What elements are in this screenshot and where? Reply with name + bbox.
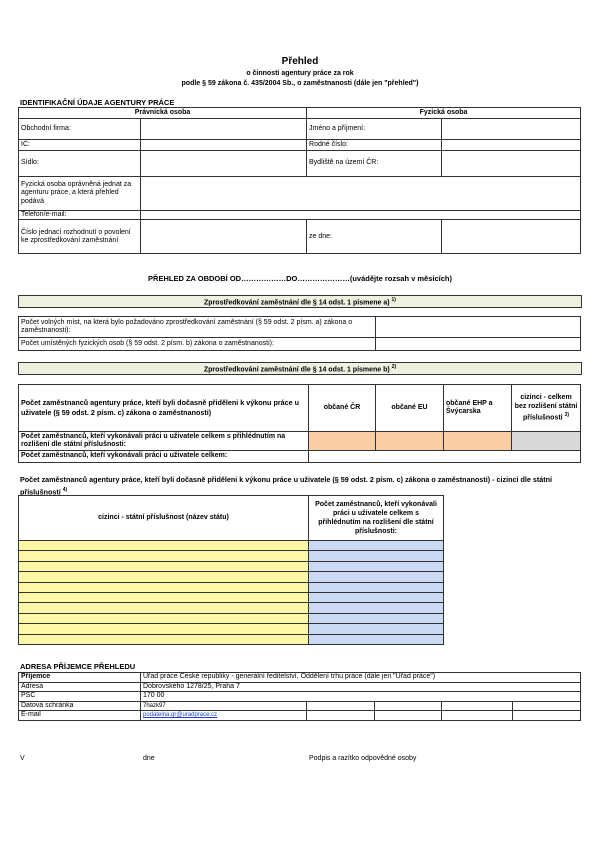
section-b-row2-label: Počet zaměstnanců, kteří vykonávali práci u uživatele celkem: <box>19 451 309 463</box>
foreigner-count-input[interactable] <box>309 541 444 551</box>
foreigner-count-input[interactable] <box>309 551 444 561</box>
col-obcane-eu: občané EU <box>376 385 444 432</box>
input-ic[interactable] <box>141 140 307 151</box>
foreigner-state-input[interactable] <box>19 561 309 571</box>
address-empty-cell <box>442 711 513 721</box>
period-line: PŘEHLED ZA OBDOBÍ OD………………DO…………………(uvádějte rozsah v měsících) <box>148 274 452 283</box>
foreigner-count-input[interactable] <box>309 592 444 602</box>
label-opravnena-osoba: Fyzická osoba oprávněná jednat za agenturu práce, a která přehled podává <box>19 177 141 211</box>
address-heading: ADRESA PŘÍJEMCE PŘEHLEDU <box>20 662 136 671</box>
foreigner-count-input[interactable] <box>309 634 444 644</box>
input-jmeno[interactable] <box>442 119 581 140</box>
address-label-datova-schranka: Datová schránka <box>19 701 141 711</box>
input-b1-ehp[interactable] <box>444 432 512 451</box>
section-a-table <box>18 316 581 351</box>
col-cizinci-sup: 3) <box>564 412 570 419</box>
foreigner-count-input[interactable] <box>309 613 444 623</box>
address-empty-cell <box>307 711 375 721</box>
section-a-row2-input[interactable] <box>376 338 581 351</box>
address-empty-cell <box>513 701 581 711</box>
subtitle-1: o činnosti agentury práce za rok <box>246 70 354 77</box>
address-label-psc: PSČ <box>19 692 141 702</box>
label-telefon: Telefon/e-mail: <box>19 211 141 220</box>
label-jmeno: Jméno a příjmení: <box>307 119 442 140</box>
address-value-prijemce: Úřad práce České republiky - generální ředitelství, Oddělení trhu práce (dále jen "Úřad práce") <box>141 673 581 683</box>
foreigner-count-input[interactable] <box>309 624 444 634</box>
foreigners-heading-sup: 4) <box>62 487 68 493</box>
section-a-row1-label: Počet volných míst, na která bylo požadováno zprostředkování zaměstnání (§ 59 odst. 2 písm. a) zákona o zaměstnanosti): <box>19 317 376 338</box>
email-link[interactable]: podatelna.gr@uradprace.cz <box>143 712 218 719</box>
foreigner-state-input[interactable] <box>19 551 309 561</box>
foreigners-col-state: cizinci - státní příslušnost (název státu) <box>19 496 309 541</box>
input-telefon[interactable] <box>141 211 581 220</box>
input-b1-cr[interactable] <box>309 432 376 451</box>
col-cizinci-celkem: cizinci - celkem bez rozlišení státní příslušnosti <box>514 394 578 422</box>
col-cizinci-header <box>512 385 581 432</box>
subtitle-2: podle § 59 zákona č. 435/2004 Sb., o zaměstnanosti (dále jen "přehled") <box>181 80 419 87</box>
label-ze-dne: ze dne: <box>307 220 442 254</box>
section-b-title: Zprostředkování zaměstnání dle § 14 odst. 1 písmene b) <box>203 366 390 374</box>
foreigner-state-input[interactable] <box>19 634 309 644</box>
label-ic: IČ: <box>19 140 141 151</box>
section-b-row1-label: Počet zaměstnanců, kteří vykonávali práci u uživatele celkem s přihlédnutím na rozlišení dle státní příslušnosti: <box>19 432 309 451</box>
foreigner-state-input[interactable] <box>19 613 309 623</box>
section-a-bar <box>18 295 582 308</box>
section-a-sup: 1) <box>391 297 396 303</box>
foreigner-state-input[interactable] <box>19 624 309 634</box>
input-b2-total[interactable] <box>309 451 581 463</box>
foreigners-table <box>18 495 444 645</box>
footer-podpis: Podpis a razítko odpovědné osoby <box>309 755 417 762</box>
input-obchodni-firma[interactable] <box>141 119 307 140</box>
input-ze-dne[interactable] <box>442 220 581 254</box>
identification-heading: IDENTIFIKAČNÍ ÚDAJE AGENTURY PRÁCE <box>20 98 175 107</box>
input-rodne-cislo[interactable] <box>442 140 581 151</box>
col-obcane-ehp: občané EHP a Švýcarska <box>444 385 512 432</box>
foreigner-count-input[interactable] <box>309 582 444 592</box>
foreigner-count-input[interactable] <box>309 572 444 582</box>
legal-person-header: Právnická osoba <box>19 108 307 119</box>
address-label-prijemce: Příjemce <box>19 673 141 683</box>
label-rodne-cislo: Rodné číslo: <box>307 140 442 151</box>
page-title: Přehled <box>281 56 319 67</box>
foreigner-state-input[interactable] <box>19 603 309 613</box>
section-b-bar <box>18 362 582 375</box>
address-empty-cell <box>375 701 442 711</box>
address-value-email-cell <box>141 711 307 721</box>
address-label-email: E-mail <box>19 711 141 721</box>
foreigners-col-count: Počet zaměstnanců, kteří vykonávali práci u uživatele celkem s přihlédnutím na rozlišení dle státní příslušnosti: <box>309 496 444 541</box>
input-b1-eu[interactable] <box>376 432 444 451</box>
footer-v: V <box>20 755 25 762</box>
foreigner-state-input[interactable] <box>19 572 309 582</box>
address-value-datova-schranka: 7hazk97 <box>141 701 307 711</box>
foreigner-state-input[interactable] <box>19 582 309 592</box>
address-label-adresa: Adresa <box>19 682 141 692</box>
input-cislo-jednaci[interactable] <box>141 220 307 254</box>
foreigner-state-input[interactable] <box>19 592 309 602</box>
label-obchodni-firma: Obchodní firma: <box>19 119 141 140</box>
address-empty-cell <box>375 711 442 721</box>
col-obcane-cr: občané ČR <box>309 385 376 432</box>
input-bydliste[interactable] <box>442 151 581 177</box>
input-b1-cizinci <box>512 432 581 451</box>
label-cislo-jednaci: Číslo jednací rozhodnutí o povolení ke zprostředkování zaměstnání <box>19 220 141 254</box>
identification-table <box>18 107 581 254</box>
foreigners-heading-text: Počet zaměstnanců agentury práce, kteří byli dočasně přiděleni k výkonu práce u uživatele (§ 59 odst. 2 písm. c) zákona o zaměstnanosti) - cizinci dle státní příslušnosti <box>20 475 553 497</box>
footer-dne: dne <box>143 755 155 762</box>
address-empty-cell <box>513 711 581 721</box>
input-opravnena-osoba[interactable] <box>141 177 581 211</box>
section-a-row2-label: Počet umístěných fyzických osob (§ 59 odst. 2 písm. b) zákona o zaměstnanosti): <box>19 338 376 351</box>
foreigner-state-input[interactable] <box>19 541 309 551</box>
address-value-psc: 170 00 <box>141 692 581 702</box>
section-a-row1-input[interactable] <box>376 317 581 338</box>
input-sidlo[interactable] <box>141 151 307 177</box>
label-sidlo: Sídlo: <box>19 151 141 177</box>
section-b-table <box>18 384 581 463</box>
address-value-adresa: Dobrovského 1278/25, Praha 7 <box>141 682 581 692</box>
section-a-title: Zprostředkování zaměstnání dle § 14 odst. 1 písmene a) <box>204 299 390 307</box>
address-table <box>18 672 581 721</box>
foreigner-count-input[interactable] <box>309 561 444 571</box>
address-empty-cell <box>442 701 513 711</box>
foreigner-count-input[interactable] <box>309 603 444 613</box>
address-empty-cell <box>307 701 375 711</box>
label-bydliste: Bydliště na území ČR: <box>307 151 442 177</box>
section-b-head-main: Počet zaměstnanců agentury práce, kteří byli dočasně přiděleni k výkonu práce u uživatele (§ 59 odst. 2 písm. c) zákona o zaměstnanosti) <box>19 385 309 432</box>
section-b-sup: 2) <box>391 364 397 370</box>
natural-person-header: Fyzická osoba <box>307 108 581 119</box>
